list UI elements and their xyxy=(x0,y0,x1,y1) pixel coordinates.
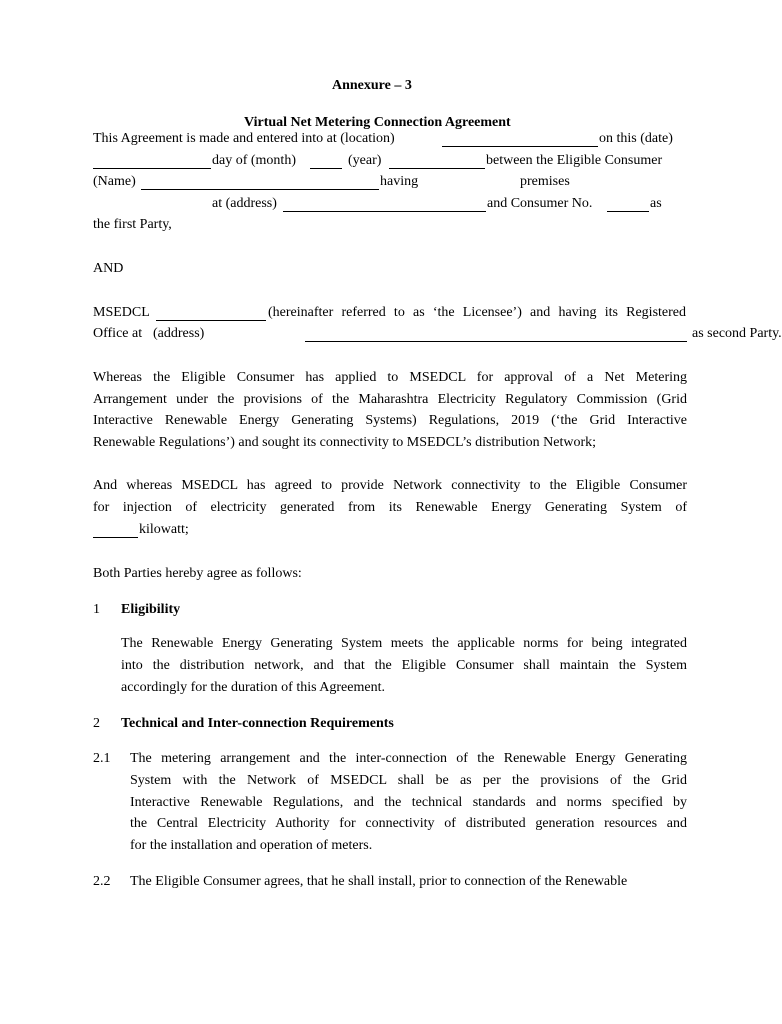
whereas-1-line: Interactive Renewable Energy Generating Systems) Regulations, 2019 (‘the Grid Interactive xyxy=(93,413,687,428)
section-2-1-line: The metering arrangement and the inter-connection of the Renewable Energy Generating xyxy=(130,751,687,766)
and-separator: AND xyxy=(93,261,124,276)
section-1-line: The Renewable Energy Generating System meets the applicable norms for being integrated xyxy=(121,636,687,651)
consumer-no-blank[interactable] xyxy=(607,211,649,212)
office-address-blank[interactable] xyxy=(305,341,687,342)
licensee-blank[interactable] xyxy=(156,320,266,321)
intro-date-label: on this (date) xyxy=(599,131,673,146)
section-1-body xyxy=(121,633,687,699)
agreement-title: Virtual Net Metering Connection Agreement xyxy=(244,115,511,130)
section-2-2-number: 2.2 xyxy=(93,874,111,889)
whereas-2-line: And whereas MSEDCL has agreed to provide Network connectivity to the Eligible Consumer xyxy=(93,478,687,493)
section-2-1-number: 2.1 xyxy=(93,751,111,766)
kilowatt-label: kilowatt; xyxy=(139,522,189,537)
section-2-2-line: The Eligible Consumer agrees, that he shall install, prior to connection of the Renewable xyxy=(130,874,628,889)
year-blank[interactable] xyxy=(389,168,485,169)
section-2-1-line: the Central Electricity Authority for connectivity of distributed generation resources and xyxy=(130,816,687,832)
date-blank[interactable] xyxy=(93,168,211,169)
whereas-1-line: Renewable Regulations’) and sought its connectivity to MSEDCL’s distribution Network; xyxy=(93,434,597,450)
intro-consumer-no-label: and Consumer No. xyxy=(487,196,593,211)
section-1-heading: Eligibility xyxy=(121,602,181,617)
licensee-reference-text: (hereinafter referred to as ‘the Licensee’) and having its Registered xyxy=(268,305,686,320)
licensee-name-label: MSEDCL xyxy=(93,305,150,320)
section-1-number: 1 xyxy=(93,602,100,617)
whereas-1-line: Arrangement under the provisions of the Maharashtra Electricity Regulatory Commission (Grid xyxy=(93,391,687,407)
intro-address-label: at (address) xyxy=(212,196,277,211)
intro-premises-label: premises xyxy=(520,174,570,189)
section-1-line: into the distribution network, and that the Eligible Consumer shall maintain the System xyxy=(121,658,687,673)
licensee-address-label: (address) xyxy=(153,326,205,341)
section-2-1-line: Interactive Renewable Regulations, and the technical standards and norms specified by xyxy=(130,794,687,810)
intro-consumer-label: between the Eligible Consumer xyxy=(486,153,663,168)
intro-name-label: (Name) xyxy=(93,174,136,189)
section-1-line: accordingly for the duration of this Agreement. xyxy=(121,680,385,695)
both-parties-statement: Both Parties hereby agree as follows: xyxy=(93,566,302,581)
whereas-paragraph-1 xyxy=(93,367,687,453)
intro-as-label: as xyxy=(650,196,662,211)
whereas-1-line: Whereas the Eligible Consumer has applied to MSEDCL for approval of a Net Metering xyxy=(93,370,687,385)
name-blank[interactable] xyxy=(141,189,379,190)
kilowatt-blank[interactable] xyxy=(93,537,138,538)
section-2-1-body xyxy=(130,748,687,857)
month-blank[interactable] xyxy=(310,168,342,169)
section-2-1-line: for the installation and operation of meters. xyxy=(130,838,373,854)
intro-month-label: day of (month) xyxy=(212,153,296,168)
intro-having-label: having xyxy=(380,174,419,189)
intro-first-party: the first Party, xyxy=(93,217,172,232)
second-party-label: as second Party. xyxy=(692,326,782,341)
section-2-heading: Technical and Inter-connection Requirements xyxy=(121,716,394,731)
licensee-office-label: Office at xyxy=(93,326,143,341)
whereas-paragraph-2 xyxy=(93,475,687,518)
annexure-heading: Annexure – 3 xyxy=(332,78,412,93)
location-blank[interactable] xyxy=(442,146,598,147)
section-2-number: 2 xyxy=(93,716,100,731)
whereas-2-line: for injection of electricity generated from its Renewable Energy Generating System of xyxy=(93,499,687,515)
section-2-1-line: System with the Network of MSEDCL shall be as per the provisions of the Grid xyxy=(130,772,687,788)
address-blank[interactable] xyxy=(283,211,486,212)
intro-location-label: This Agreement is made and entered into at (location) xyxy=(93,131,395,146)
intro-year-label: (year) xyxy=(348,153,382,168)
